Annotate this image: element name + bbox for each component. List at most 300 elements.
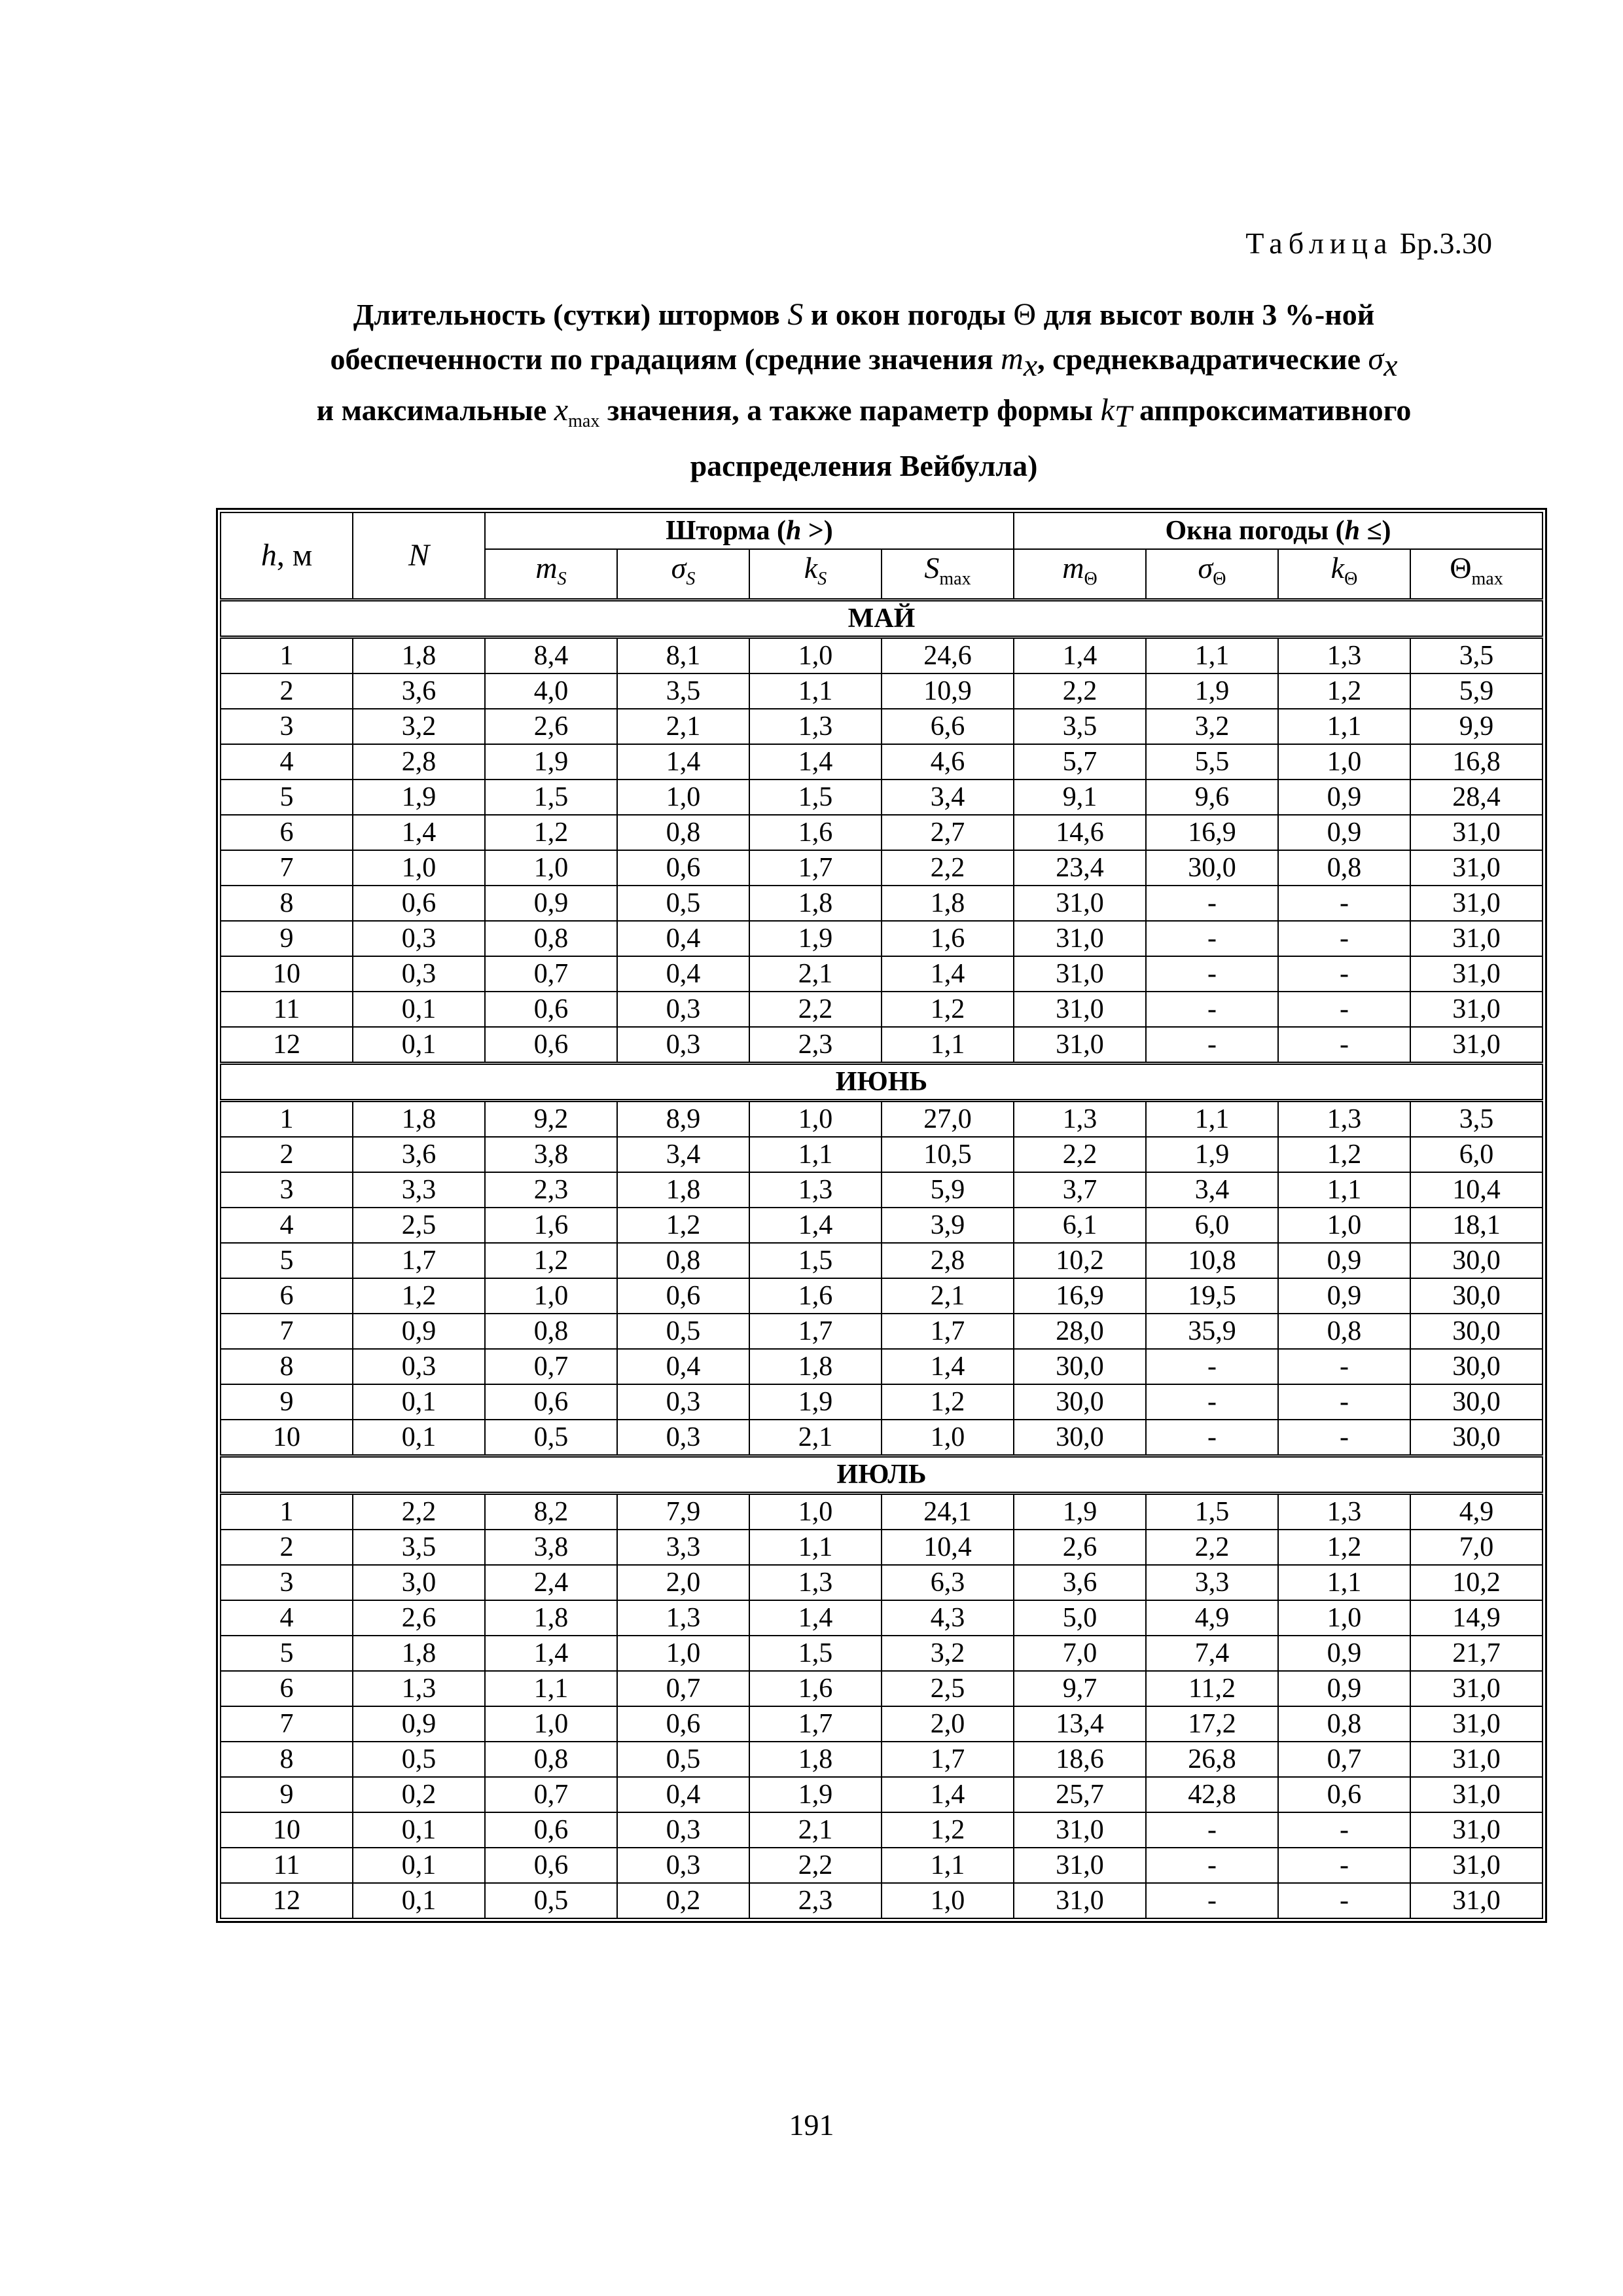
table-cell: 1,8 (353, 637, 485, 674)
table-cell: 2,8 (353, 744, 485, 780)
table-cell: 1,4 (485, 1636, 617, 1671)
title-symbol-x: x (554, 393, 569, 428)
symbol: Θ (1450, 551, 1472, 585)
table-cell: 1,1 (749, 1530, 882, 1565)
table-cell: 0,9 (1278, 1278, 1410, 1314)
table-cell: 24,1 (882, 1494, 1014, 1530)
table-cell: 10,9 (882, 673, 1014, 709)
table-cell: 0,4 (617, 956, 749, 992)
header-kTheta (1278, 549, 1410, 600)
table-row (221, 1671, 1543, 1706)
table-cell: 23,4 (1014, 850, 1146, 886)
table-cell: 30,0 (1014, 1420, 1146, 1456)
table-cell: 1,9 (353, 780, 485, 815)
table-cell: 31,0 (1014, 1883, 1146, 1918)
header-Smax (882, 549, 1014, 600)
table-cell: 31,0 (1014, 1027, 1146, 1064)
table-cell: 0,8 (617, 815, 749, 850)
table-cell: 0,3 (617, 1848, 749, 1883)
table-cell: 3,4 (617, 1137, 749, 1172)
table-cell: 0,6 (617, 850, 749, 886)
table-cell: 3,3 (1146, 1565, 1278, 1600)
table-cell: 0,9 (1278, 1243, 1410, 1278)
table-cell: - (1278, 1027, 1410, 1064)
table-cell: 10,2 (1014, 1243, 1146, 1278)
table-cell: 0,6 (485, 1027, 617, 1064)
table-cell: 0,5 (617, 1314, 749, 1349)
symbol: σ (671, 551, 687, 585)
table-cell: 2,1 (617, 709, 749, 744)
table-cell: 1,5 (749, 1243, 882, 1278)
table-cell: 1,5 (749, 780, 882, 815)
table-cell: 6,1 (1014, 1208, 1146, 1243)
table-cell: 0,9 (1278, 1636, 1410, 1671)
table-cell: 0,5 (353, 1742, 485, 1777)
title-line-3 (157, 388, 1571, 444)
header-mTheta (1014, 549, 1146, 600)
table-row (221, 1314, 1543, 1349)
table-cell: 31,0 (1014, 886, 1146, 921)
symbol-sub: S (557, 569, 567, 590)
header-group-windows (1014, 512, 1543, 549)
table-row (221, 992, 1543, 1027)
symbol: k (1330, 551, 1345, 585)
table-cell: 0,1 (353, 1384, 485, 1420)
table-row (221, 1706, 1543, 1742)
table-cell: 16,8 (1410, 744, 1543, 780)
table-cell: 25,7 (1014, 1777, 1146, 1812)
table-cell: 3,3 (617, 1530, 749, 1565)
table-cell: 1,1 (485, 1671, 617, 1706)
table-cell: 1,1 (1278, 1565, 1410, 1600)
table-cell: 31,0 (1014, 1812, 1146, 1848)
table-cell: 6,0 (1410, 1137, 1543, 1172)
table-cell: 30,0 (1146, 850, 1278, 886)
table-cell: 3,5 (1014, 709, 1146, 744)
table-cell: 31,0 (1410, 956, 1543, 992)
title-symbol-k: k (1100, 393, 1115, 428)
table-cell: 1,9 (1146, 673, 1278, 709)
month-row (221, 600, 1543, 637)
table-cell: 1,9 (1014, 1494, 1146, 1530)
group-h: h (785, 516, 802, 546)
table-cell: 3,6 (353, 673, 485, 709)
table-cell: 8 (221, 886, 353, 921)
table-row (221, 744, 1543, 780)
table-cell: 2,1 (749, 1812, 882, 1848)
table-cell: 3,8 (485, 1137, 617, 1172)
table-row (221, 921, 1543, 956)
table-cell: 0,1 (353, 1883, 485, 1918)
table-cell: - (1146, 1027, 1278, 1064)
table-cell: 0,2 (617, 1883, 749, 1918)
table-cell: 1,7 (882, 1314, 1014, 1349)
table-cell: 0,5 (617, 1742, 749, 1777)
table-cell: 2,3 (485, 1172, 617, 1208)
table-cell: 5 (221, 1636, 353, 1671)
table-row (221, 1384, 1543, 1420)
table-cell: 21,7 (1410, 1636, 1543, 1671)
table-cell: 2,6 (1014, 1530, 1146, 1565)
table-cell: 5,9 (1410, 673, 1543, 709)
table-cell: 2,0 (882, 1706, 1014, 1742)
table-cell: 1 (221, 1101, 353, 1138)
table-cell: 7,4 (1146, 1636, 1278, 1671)
table-cell: 1,0 (882, 1420, 1014, 1456)
table-row (221, 1565, 1543, 1600)
table-cell: 5,0 (1014, 1600, 1146, 1636)
table-cell: 3,0 (353, 1565, 485, 1600)
table-cell: 30,0 (1410, 1349, 1543, 1384)
table-cell: 0,3 (353, 921, 485, 956)
table-cell: 4,3 (882, 1600, 1014, 1636)
header-mS (485, 549, 617, 600)
table-cell: 31,0 (1410, 850, 1543, 886)
table-cell: 2,7 (882, 815, 1014, 850)
table-cell: 0,9 (1278, 1671, 1410, 1706)
table-cell: 2 (221, 673, 353, 709)
table-cell: 1,3 (1014, 1101, 1146, 1138)
table-cell: 0,8 (485, 1742, 617, 1777)
table-row (221, 1027, 1543, 1064)
table-cell: 1,0 (485, 1278, 617, 1314)
table-cell: 2 (221, 1530, 353, 1565)
table-cell: 2,2 (749, 992, 882, 1027)
table-cell: 1,9 (749, 1777, 882, 1812)
table-cell: 16,9 (1146, 815, 1278, 850)
table-cell: 1,1 (882, 1848, 1014, 1883)
table-caption (1245, 226, 1492, 260)
table-cell: 6 (221, 1278, 353, 1314)
table-cell: 30,0 (1410, 1420, 1543, 1456)
table-row (221, 1777, 1543, 1812)
table-cell: 1,5 (485, 780, 617, 815)
table-cell: 10 (221, 1812, 353, 1848)
month-label: ИЮНЬ (221, 1064, 1543, 1101)
table-cell: 1,4 (1014, 637, 1146, 674)
table-cell: 3 (221, 709, 353, 744)
table-cell: 9 (221, 1384, 353, 1420)
group-label: Окна погоды ( (1165, 516, 1345, 546)
table-cell: 31,0 (1014, 992, 1146, 1027)
table-cell: 3 (221, 1172, 353, 1208)
table-cell: 0,9 (1278, 815, 1410, 850)
table-cell: 1,0 (617, 780, 749, 815)
title-symbol-sub: T (1114, 399, 1132, 435)
table-cell: 6 (221, 815, 353, 850)
table-cell: 10 (221, 1420, 353, 1456)
table-frame (216, 508, 1547, 1923)
table-cell: 8,1 (617, 637, 749, 674)
table-cell: 1,9 (749, 921, 882, 956)
table-cell: 0,1 (353, 1420, 485, 1456)
table-cell: 3 (221, 1565, 353, 1600)
header-h-unit: , м (276, 538, 313, 573)
table-row (221, 1349, 1543, 1384)
table-cell: 1,0 (485, 850, 617, 886)
table-cell: 1,0 (749, 637, 882, 674)
title-symbol-theta: Θ (1013, 297, 1037, 332)
table-cell: 35,9 (1146, 1314, 1278, 1349)
table-cell: 30,0 (1014, 1384, 1146, 1420)
table-cell: - (1278, 921, 1410, 956)
table-cell: 0,4 (617, 1349, 749, 1384)
table-cell: 0,7 (617, 1671, 749, 1706)
table-cell: 3,4 (882, 780, 1014, 815)
title-symbol-sub: x (1383, 348, 1398, 384)
table-cell: 1,4 (882, 1777, 1014, 1812)
table-cell: 4,0 (485, 673, 617, 709)
table-cell: 26,8 (1146, 1742, 1278, 1777)
table-cell: 1,0 (749, 1101, 882, 1138)
table-cell: 31,0 (1014, 1848, 1146, 1883)
table-row (221, 709, 1543, 744)
table-cell: 1,0 (617, 1636, 749, 1671)
table-cell: 10,2 (1410, 1565, 1543, 1600)
table-cell: 31,0 (1410, 1742, 1543, 1777)
table-cell: 10,8 (1146, 1243, 1278, 1278)
symbol: m (535, 551, 558, 585)
table-cell: 1,3 (749, 1172, 882, 1208)
table-cell: 0,7 (485, 1777, 617, 1812)
table-cell: 2,2 (353, 1494, 485, 1530)
table-cell: 1,2 (617, 1208, 749, 1243)
table-cell: 2,5 (353, 1208, 485, 1243)
table-cell: 1 (221, 1494, 353, 1530)
symbol: k (804, 551, 818, 585)
table-cell: 7,9 (617, 1494, 749, 1530)
table-cell: 0,2 (353, 1777, 485, 1812)
month-label: МАЙ (221, 600, 1543, 637)
table-cell: 3,5 (1410, 1101, 1543, 1138)
table-cell: 1,7 (749, 1314, 882, 1349)
table-cell: 3,2 (1146, 709, 1278, 744)
table-cell: 1,3 (1278, 1494, 1410, 1530)
table-cell: 1,0 (1278, 744, 1410, 780)
table-cell: 0,8 (1278, 850, 1410, 886)
table-row (221, 1243, 1543, 1278)
table-cell: 1,4 (882, 956, 1014, 992)
title-text: и окон погоды (803, 298, 1014, 331)
table-cell: 1,4 (749, 1600, 882, 1636)
table-cell: 3,2 (882, 1636, 1014, 1671)
table-cell: 24,6 (882, 637, 1014, 674)
table-row (221, 1883, 1543, 1918)
table-cell: 1,7 (353, 1243, 485, 1278)
table-row (221, 886, 1543, 921)
table-cell: - (1278, 1812, 1410, 1848)
table-cell: 10,5 (882, 1137, 1014, 1172)
table-cell: 10,4 (882, 1530, 1014, 1565)
table-cell: 0,1 (353, 1848, 485, 1883)
table-cell: 31,0 (1410, 921, 1543, 956)
title-symbol-sub: x (1023, 348, 1038, 384)
table-cell: 4,6 (882, 744, 1014, 780)
symbol-sub: Θ (1344, 569, 1358, 590)
table-cell: 3,3 (353, 1172, 485, 1208)
table-cell: 9,6 (1146, 780, 1278, 815)
symbol-sub: S (817, 569, 827, 590)
table-cell: - (1146, 1812, 1278, 1848)
table-cell: 2,1 (749, 1420, 882, 1456)
symbol: σ (1198, 551, 1213, 585)
header-ThetaMax (1410, 549, 1543, 600)
table-cell: 4,9 (1146, 1600, 1278, 1636)
table-cell: 31,0 (1410, 815, 1543, 850)
table-cell: 2,6 (485, 709, 617, 744)
table-cell: 6,3 (882, 1565, 1014, 1600)
table-cell: 1,3 (749, 709, 882, 744)
table-cell: 5,7 (1014, 744, 1146, 780)
table-cell: 0,3 (617, 1027, 749, 1064)
table-cell: 0,3 (353, 1349, 485, 1384)
table-cell: 1,2 (353, 1278, 485, 1314)
table-cell: 0,4 (617, 1777, 749, 1812)
table-row (221, 815, 1543, 850)
symbol-sub: max (939, 569, 971, 590)
table-cell: 0,7 (485, 956, 617, 992)
table-cell: 2 (221, 1137, 353, 1172)
table-cell: 31,0 (1410, 1671, 1543, 1706)
table-cell: 4 (221, 1600, 353, 1636)
table-row (221, 1278, 1543, 1314)
table-cell: 1,6 (749, 1278, 882, 1314)
table-cell: 2,2 (882, 850, 1014, 886)
table-cell: 31,0 (1014, 921, 1146, 956)
title-symbol-S: S (787, 297, 804, 332)
table-cell: 1,8 (353, 1636, 485, 1671)
table-cell: 1,8 (882, 886, 1014, 921)
table-cell: 31,0 (1410, 992, 1543, 1027)
table-cell: 0,7 (485, 1349, 617, 1384)
title-symbol-sub: max (568, 411, 600, 432)
table-cell: 7 (221, 850, 353, 886)
table-cell: 3,2 (353, 709, 485, 744)
table-cell: 0,6 (353, 886, 485, 921)
table-cell: 1,7 (882, 1742, 1014, 1777)
table-cell: 1,6 (882, 921, 1014, 956)
page-number: 191 (789, 2108, 834, 2142)
table-cell: 6 (221, 1671, 353, 1706)
table-row (221, 1172, 1543, 1208)
table-row (221, 1812, 1543, 1848)
table-cell: 2,1 (882, 1278, 1014, 1314)
table-cell: 0,1 (353, 1812, 485, 1848)
table-cell: 1,4 (749, 1208, 882, 1243)
table-cell: 30,0 (1410, 1243, 1543, 1278)
table-cell: 1,3 (1278, 637, 1410, 674)
table-row (221, 1137, 1543, 1172)
table-cell: 1,8 (617, 1172, 749, 1208)
table-cell: - (1146, 1883, 1278, 1918)
table-cell: 8,4 (485, 637, 617, 674)
title-text: , среднеквадратические (1037, 342, 1368, 376)
table-cell: 1,0 (749, 1494, 882, 1530)
table-cell: 4 (221, 744, 353, 780)
table-cell: 5 (221, 1243, 353, 1278)
table-cell: 1,6 (485, 1208, 617, 1243)
table-cell: 2,1 (749, 956, 882, 992)
table-cell: 1,9 (485, 744, 617, 780)
table-cell: 31,0 (1410, 1027, 1543, 1064)
table-cell: 7 (221, 1314, 353, 1349)
header-kS (749, 549, 882, 600)
table-cell: - (1146, 1848, 1278, 1883)
header-sigmaTheta (1146, 549, 1278, 600)
table-cell: - (1278, 992, 1410, 1027)
title-text: значения, а также параметр формы (599, 393, 1101, 427)
table-cell: 31,0 (1410, 886, 1543, 921)
table-row (221, 1848, 1543, 1883)
table-cell: 1,4 (353, 815, 485, 850)
table-cell: - (1146, 992, 1278, 1027)
table-cell: 18,1 (1410, 1208, 1543, 1243)
table-cell: 2,8 (882, 1243, 1014, 1278)
table-row (221, 956, 1543, 992)
table-cell: 1,8 (353, 1101, 485, 1138)
table-cell: 0,6 (617, 1278, 749, 1314)
table-cell: 1,2 (882, 1384, 1014, 1420)
table-cell: 1,8 (749, 1742, 882, 1777)
table-cell: 0,9 (353, 1706, 485, 1742)
table-cell: 0,9 (353, 1314, 485, 1349)
table-cell: - (1278, 1883, 1410, 1918)
table-cell: 2,2 (749, 1848, 882, 1883)
symbol-sub: max (1471, 569, 1503, 590)
table-cell: 0,9 (1278, 780, 1410, 815)
table-cell: 0,8 (1278, 1314, 1410, 1349)
table-row (221, 1494, 1543, 1530)
table-cell: 9,1 (1014, 780, 1146, 815)
header-N: N (353, 512, 485, 600)
table-row (221, 673, 1543, 709)
table-body (221, 600, 1543, 1919)
table-cell: 31,0 (1410, 1812, 1543, 1848)
table-cell: 1,6 (749, 815, 882, 850)
header-group-storms (485, 512, 1014, 549)
table-row (221, 1420, 1543, 1456)
header-h (221, 512, 353, 600)
table-cell: 3,7 (1014, 1172, 1146, 1208)
table-cell: 1,4 (882, 1349, 1014, 1384)
table-cell: 31,0 (1410, 1848, 1543, 1883)
table-cell: 2,4 (485, 1565, 617, 1600)
symbol: m (1062, 551, 1084, 585)
table-cell: 1,2 (1278, 1530, 1410, 1565)
table-cell: 14,9 (1410, 1600, 1543, 1636)
table-cell: 7,0 (1410, 1530, 1543, 1565)
table-cell: 10 (221, 956, 353, 992)
table-cell: 0,8 (485, 1314, 617, 1349)
table-cell: 2,5 (882, 1671, 1014, 1706)
table-cell: 31,0 (1410, 1883, 1543, 1918)
table-cell: 1,0 (1278, 1600, 1410, 1636)
table-cell: 2,2 (1014, 1137, 1146, 1172)
table-cell: 19,5 (1146, 1278, 1278, 1314)
table-cell: 1,2 (882, 1812, 1014, 1848)
table-cell: 2,6 (353, 1600, 485, 1636)
table-cell: 17,2 (1146, 1706, 1278, 1742)
table-cell: 10,4 (1410, 1172, 1543, 1208)
table-cell: 8,2 (485, 1494, 617, 1530)
table-cell: - (1146, 1420, 1278, 1456)
table-cell: 28,4 (1410, 780, 1543, 815)
table-cell: 2,0 (617, 1565, 749, 1600)
table-cell: 8,9 (617, 1101, 749, 1138)
table-cell: 0,5 (617, 886, 749, 921)
table-cell: 3,4 (1146, 1172, 1278, 1208)
table-cell: 2,2 (1146, 1530, 1278, 1565)
